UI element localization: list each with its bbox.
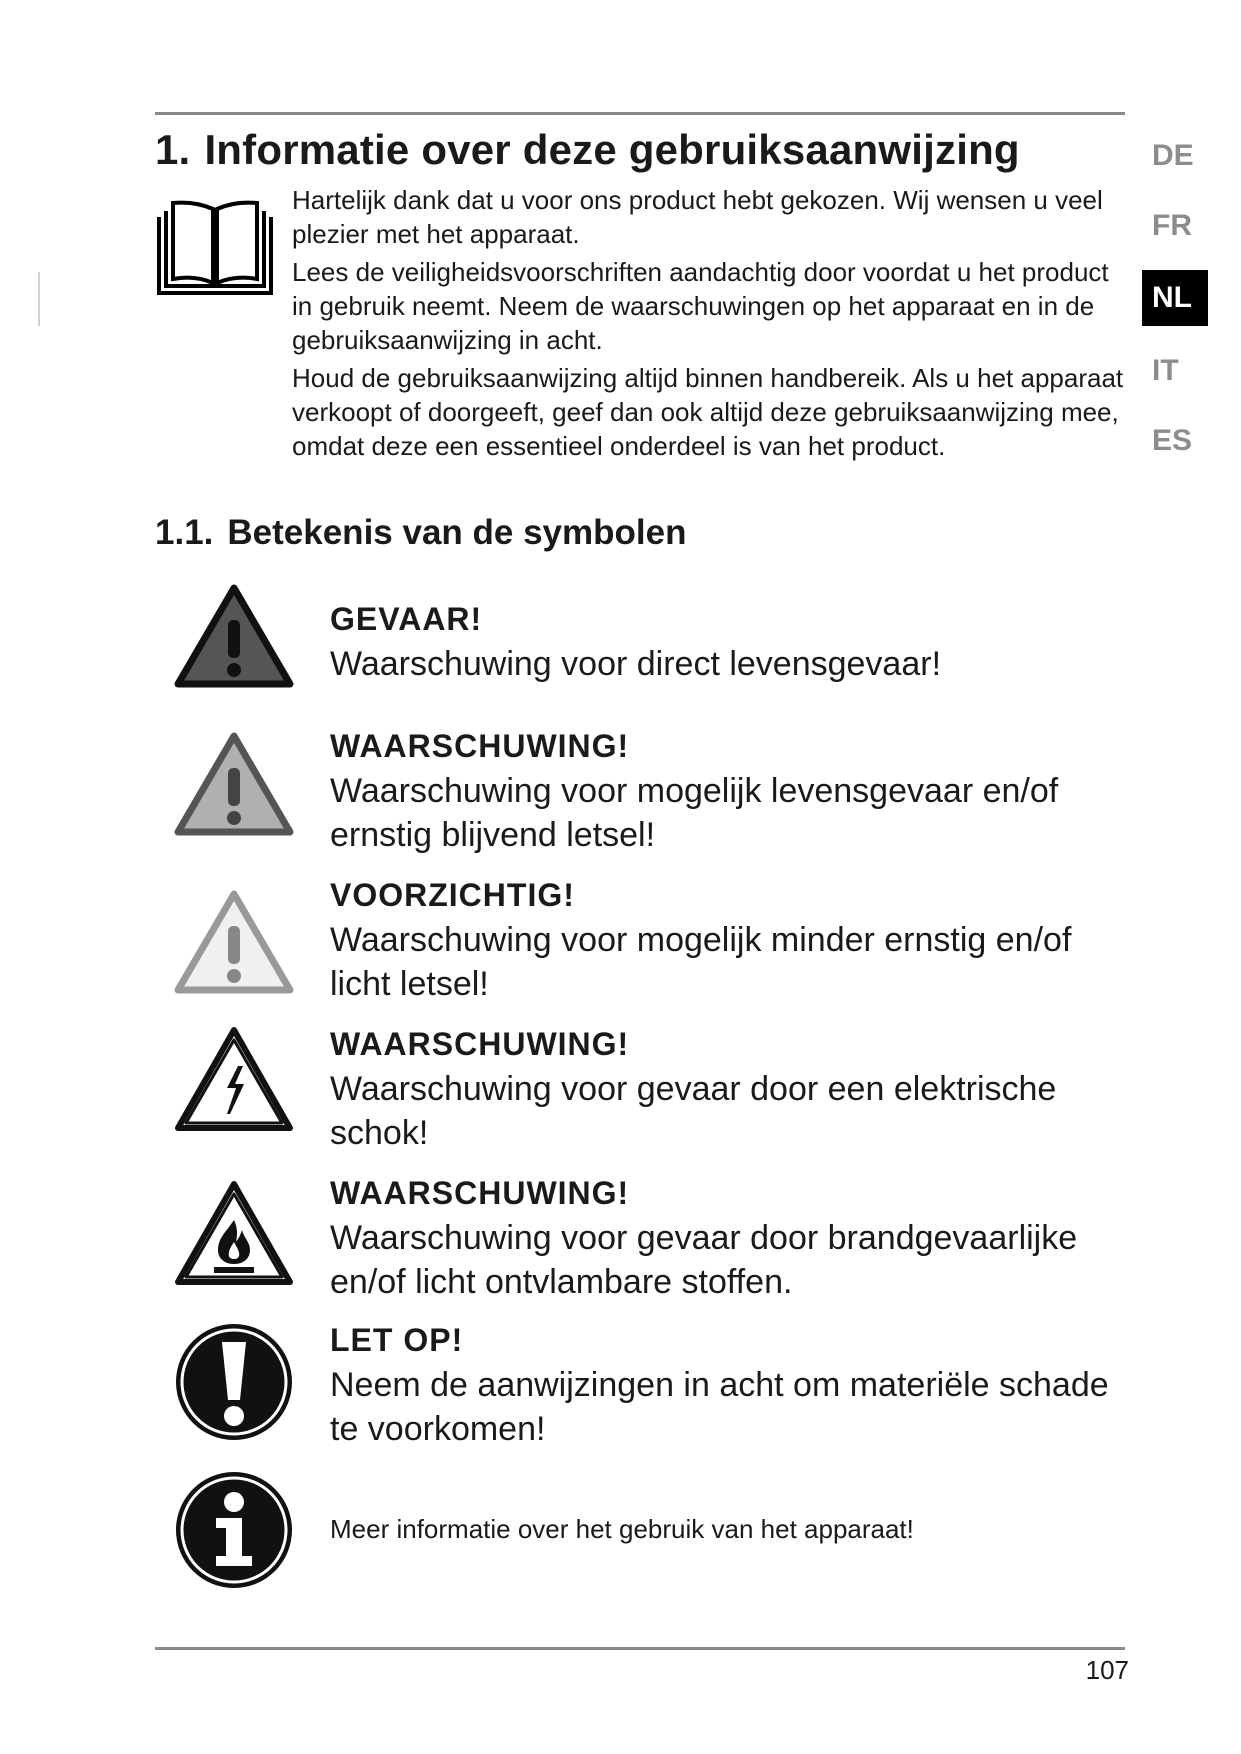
info-circle-icon	[172, 1468, 296, 1592]
intro-paragraph: Houd de gebruiksaanwijzing altijd binnen handbereik. Als u het apparaat verkoopt of doorgeeft, geef dan ook altijd deze gebruiksaanwijzing mee, omdat deze een essentieel onderdeel is van het product.	[292, 363, 1124, 461]
symbol-title: WAARSCHUWING!	[330, 1175, 630, 1211]
flammable-icon	[172, 1178, 296, 1290]
symbol-title: WAARSCHUWING!	[330, 1026, 630, 1062]
section-title: Betekenis van de symbolen	[227, 513, 687, 552]
scan-edge-mark	[38, 272, 40, 326]
section-number: 1.1.	[155, 513, 214, 552]
intro-text	[292, 183, 1132, 467]
page-heading	[155, 120, 1020, 180]
symbol-description: Waarschuwing voor gevaar door een elektrische schok!	[330, 1070, 1057, 1152]
language-tab-es[interactable]: ES	[1152, 424, 1193, 457]
language-tab-de[interactable]: DE	[1152, 139, 1194, 172]
symbol-title: LET OP!	[330, 1322, 464, 1358]
symbol-entry	[330, 723, 1130, 857]
symbol-entry	[330, 1170, 1130, 1304]
symbol-entry	[330, 872, 1130, 1006]
warning-triangle-icon	[172, 730, 296, 840]
symbol-title: VOORZICHTIG!	[330, 877, 575, 913]
intro-paragraph: Hartelijk dank dat u voor ons product hebt gekozen. Wij wensen u veel plezier met het apparaat.	[292, 185, 1103, 249]
language-tab-fr[interactable]: FR	[1152, 209, 1192, 242]
symbol-description: Waarschuwing voor direct levensgevaar!	[330, 645, 942, 683]
symbol-description: Meer informatie over het gebruik van het apparaat!	[330, 1514, 914, 1544]
heading-number: 1.	[155, 126, 191, 173]
manual-book-icon	[155, 195, 275, 297]
top-rule	[155, 112, 1125, 115]
attention-circle-icon	[172, 1320, 296, 1444]
symbol-title: GEVAAR!	[330, 601, 483, 637]
intro-paragraph: Lees de veiligheidsvoorschriften aandachtig door voordat u het product in gebruik neemt. Neem de waarschuwingen op het apparaat en in de gebruiksaanwijzing in acht.	[292, 257, 1109, 355]
symbol-entry	[330, 1317, 1130, 1451]
symbol-entry	[330, 596, 1130, 686]
symbol-description: Waarschuwing voor gevaar door brandgevaarlijke en/of licht ontvlambare stoffen.	[330, 1219, 1078, 1301]
electric-shock-icon	[172, 1024, 296, 1136]
caution-triangle-icon	[172, 888, 296, 998]
heading-title: Informatie over deze gebruiksaanwijzing	[204, 126, 1020, 173]
language-tab-it[interactable]: IT	[1152, 354, 1179, 387]
section-heading	[155, 505, 686, 561]
language-tab-nl[interactable]: NL	[1142, 270, 1208, 326]
symbol-description: Waarschuwing voor mogelijk levensgevaar en/of ernstig blijvend letsel!	[330, 772, 1059, 854]
symbol-title: WAARSCHUWING!	[330, 728, 630, 764]
page-number: 107	[1085, 1655, 1129, 1685]
symbol-entry	[330, 1512, 1130, 1546]
bottom-rule	[155, 1647, 1125, 1650]
symbol-entry	[330, 1021, 1130, 1155]
symbol-description: Neem de aanwijzingen in acht om materiële schade te voorkomen!	[330, 1366, 1109, 1448]
danger-triangle-icon	[172, 582, 296, 692]
symbol-description: Waarschuwing voor mogelijk minder ernstig en/of licht letsel!	[330, 921, 1072, 1003]
